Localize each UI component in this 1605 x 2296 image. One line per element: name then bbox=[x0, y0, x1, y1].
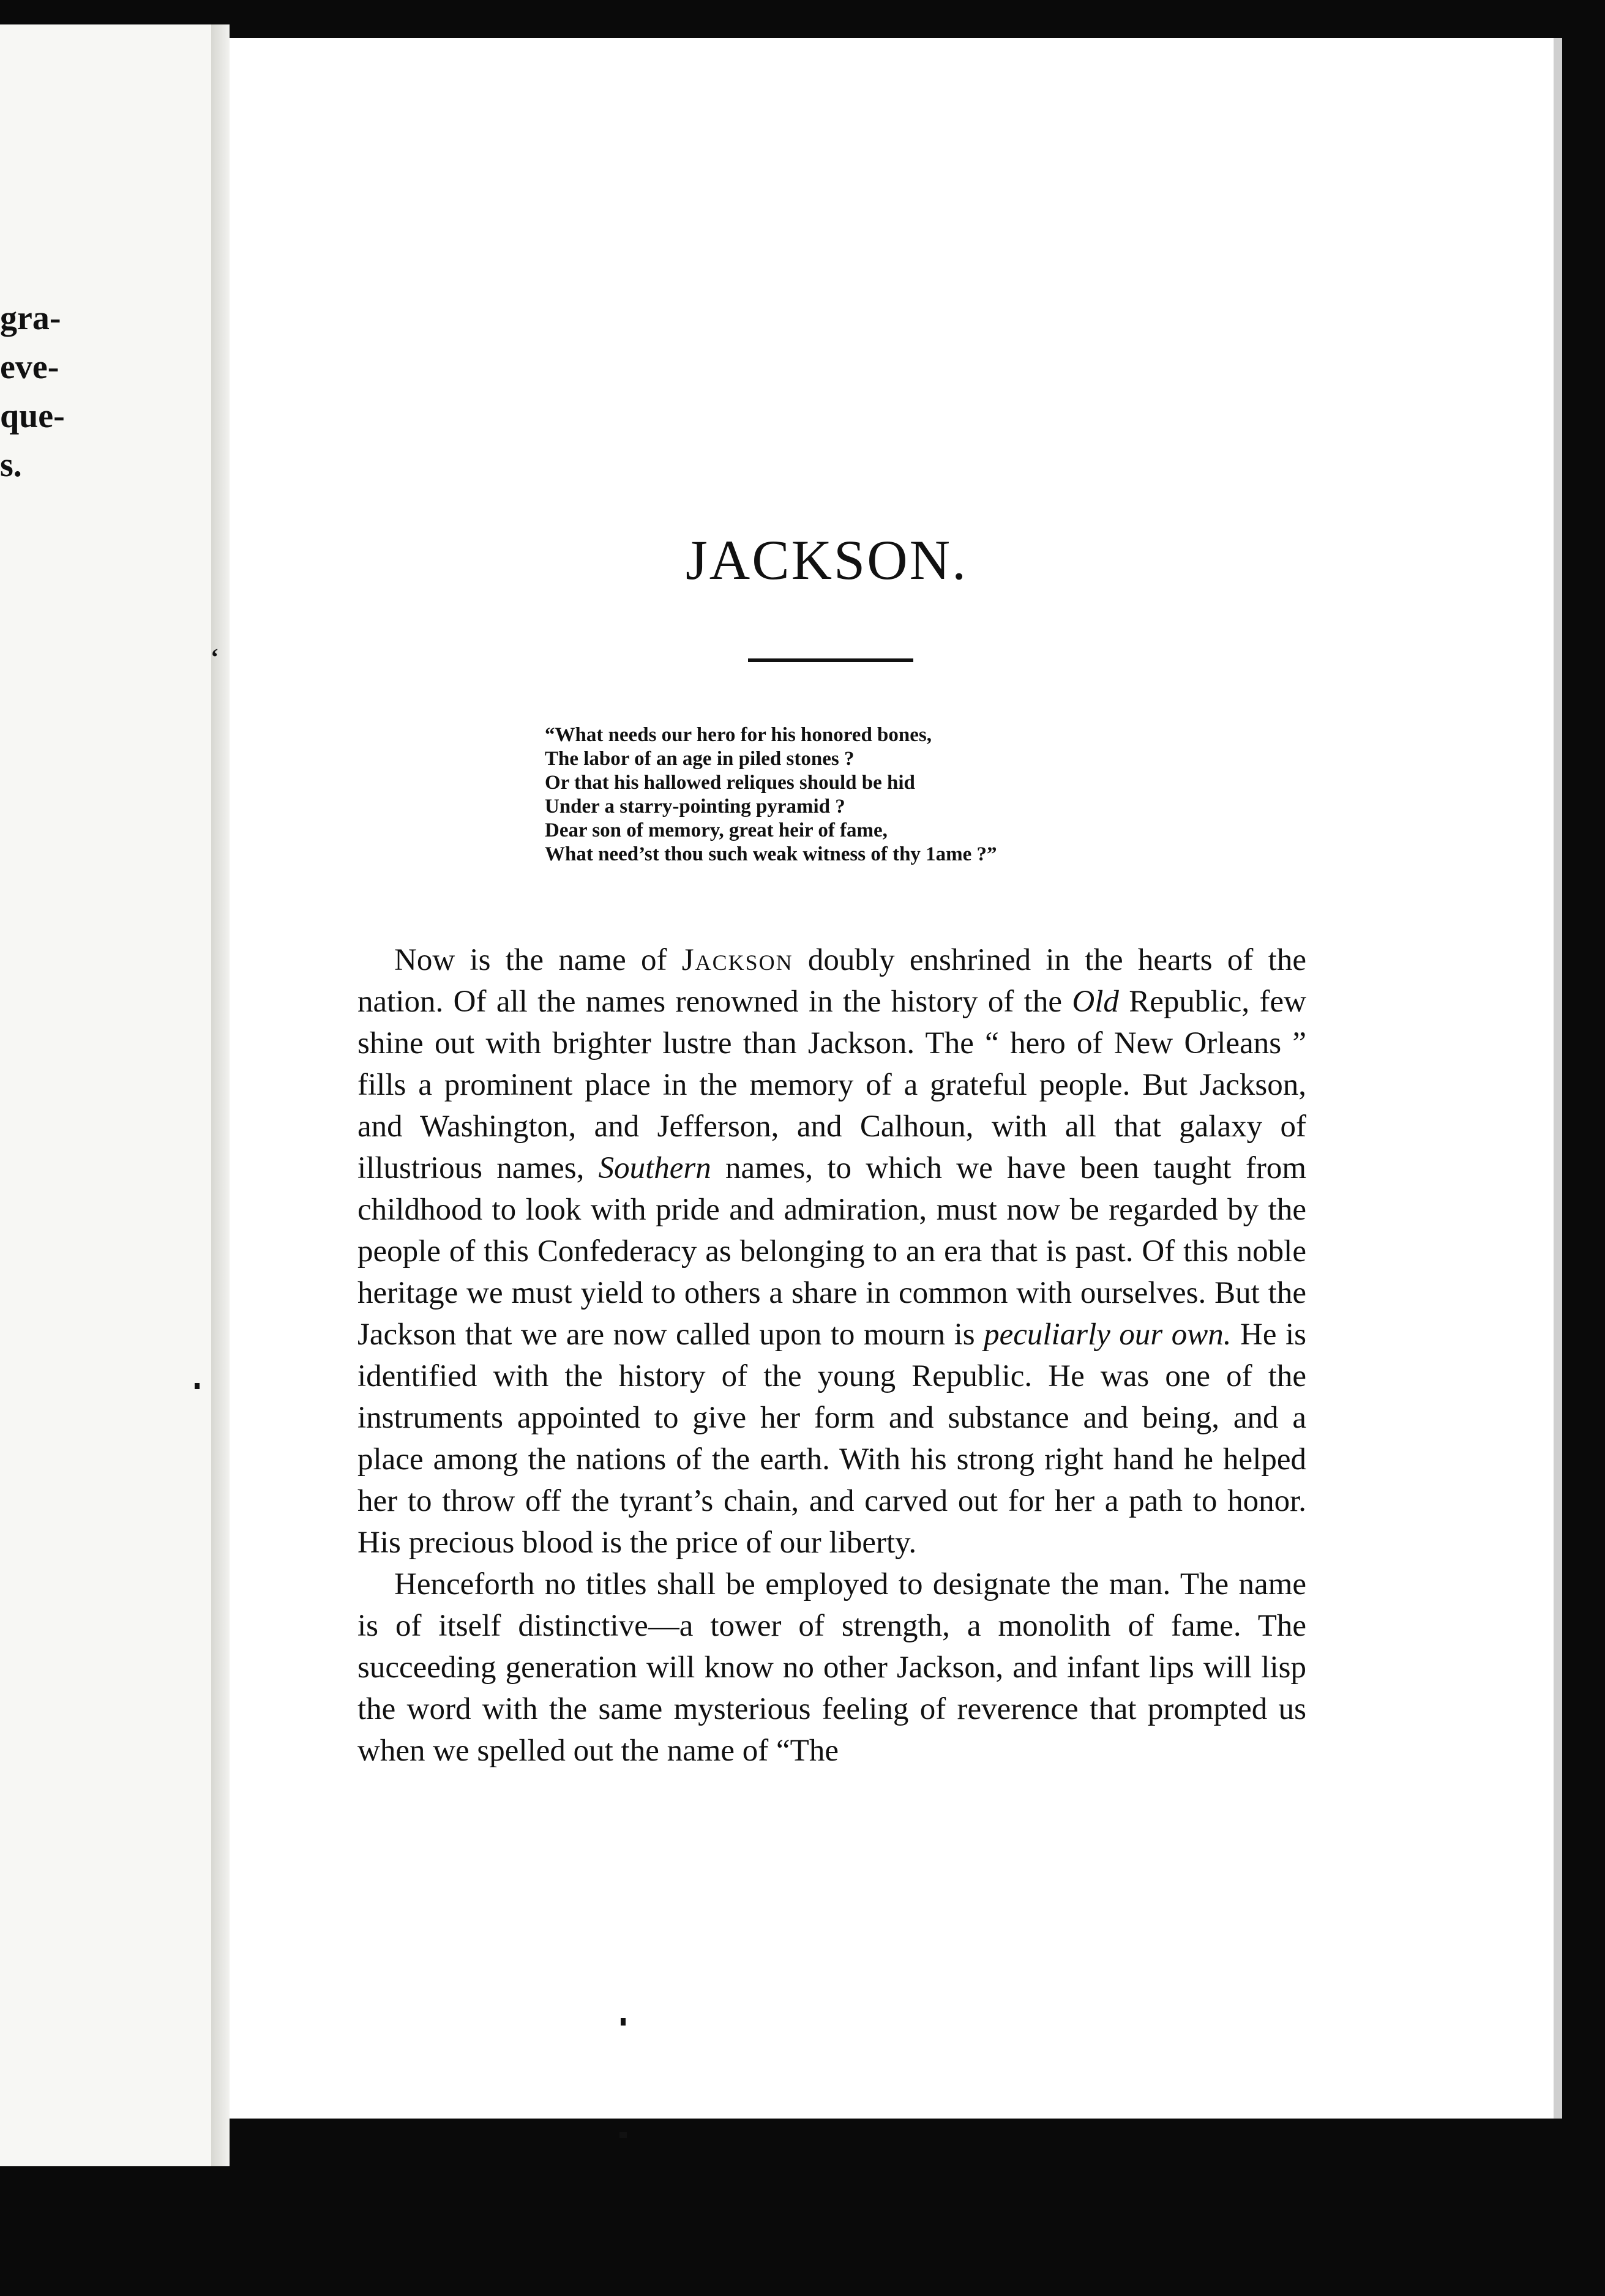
paragraph-1 bbox=[357, 939, 1306, 1564]
scan-mark: ‘ bbox=[211, 643, 219, 671]
epigraph-line: The labor of an age in piled stones ? bbox=[545, 748, 855, 770]
italic-southern: Southern bbox=[598, 1151, 711, 1185]
paragraph-1-text: He is identified with the history of the young Republic. He was one of the instruments appointed to give her form and substance and being, and a place among the nations of the earth. With his strong right hand he helped her to throw off the tyrant’s chain, and carved out for her a path to honor. His precious blood is the price of our liberty. bbox=[357, 1318, 1306, 1560]
facing-fragment: que- bbox=[0, 397, 65, 435]
epigraph-line: Under a starry-pointing pyramid ? bbox=[545, 796, 845, 818]
page-gutter bbox=[211, 24, 230, 2166]
page-title: JACKSON. bbox=[686, 529, 968, 591]
paragraph-1-text: Now is the name of bbox=[394, 943, 682, 977]
page-edge bbox=[1554, 38, 1562, 2119]
facing-fragment: eve- bbox=[0, 348, 59, 386]
epigraph-line: Or that his hallowed reliques should be hid bbox=[545, 772, 915, 794]
paragraph-1-text: Republic, few shine out with brighter lustre than Jackson. The “ hero of New Orleans ” fills a prominent place in the memory of a grateful people. But Jackson, and Washington, and Jefferson, and Calhoun, with all that galaxy of illustrious names, bbox=[357, 985, 1306, 1185]
paragraph-1-text: doubly enshrined in the hearts of the nation. Of all the names renowned in the history of the bbox=[357, 943, 1306, 1019]
epigraph-line: Dear son of memory, great heir of fame, bbox=[545, 819, 888, 841]
scan-speck bbox=[195, 1383, 200, 1389]
epigraph bbox=[545, 723, 1157, 867]
scan-speck bbox=[619, 2132, 627, 2138]
italic-old: Old bbox=[1072, 985, 1119, 1019]
paragraph-1-text: names, to which we have been taught from childhood to look with pride and admiration, must now be regarded by the people of this Confederacy as belonging to an era that is past. Of this noble heritage we must yield to others a share in common with ourselves. But the Jackson that we are now called upon to mourn is bbox=[357, 1151, 1306, 1352]
epigraph-line: “What needs our hero for his honored bones, bbox=[545, 724, 932, 746]
scan-speck bbox=[621, 2018, 626, 2026]
facing-page bbox=[0, 24, 211, 2166]
italic-peculiarly-our-own: peculiarly our own. bbox=[984, 1318, 1232, 1352]
jackson-small-caps: Jackson bbox=[681, 943, 793, 977]
facing-fragment: s. bbox=[0, 446, 22, 484]
paragraph-2: Henceforth no titles shall be employed to designate the man. The name is of itself distinctive—a tower of strength, a monolith of fame. The succeeding generation will know no other Jackson, and infant lips will lisp the word with the same mysterious feeling of reverence that prompted us when we spelled out the name of “The bbox=[357, 1567, 1306, 1768]
facing-fragment: gra- bbox=[0, 299, 61, 337]
body-text bbox=[357, 939, 1306, 1772]
title-rule bbox=[748, 658, 913, 662]
epigraph-line: What need’st thou such weak witness of thy 1ame ?” bbox=[545, 843, 997, 865]
